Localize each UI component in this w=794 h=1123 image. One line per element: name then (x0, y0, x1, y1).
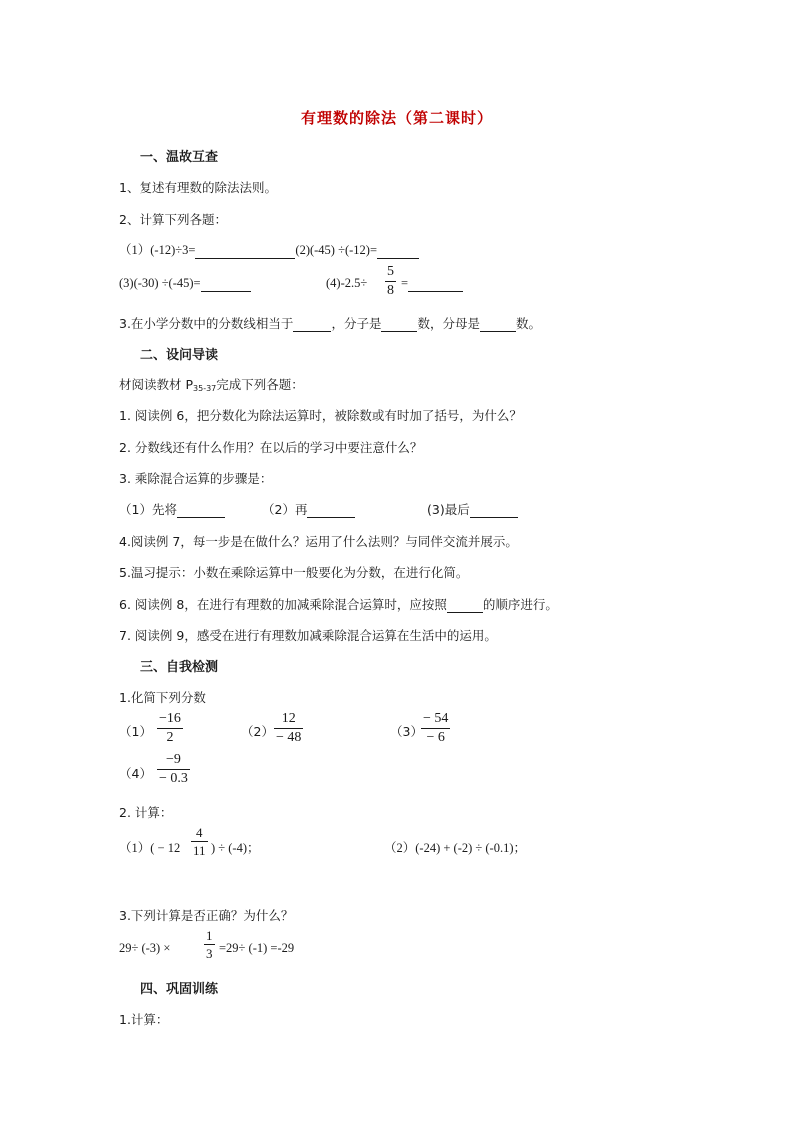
question-2-7: 7. 阅读例 9，感受在进行有理数加减乘除混合运算在生活中的运用。 (119, 628, 497, 643)
fraction-numerator: 12 (281, 711, 296, 726)
fraction-denominator: 3 (206, 946, 213, 961)
section-heading-self-check: 三、自我检测 (140, 660, 219, 675)
q6-part-b: 的顺序进行。 (482, 597, 558, 612)
calc-2: （2）(-24) + (-2) ÷ (-0.1)； (384, 841, 526, 855)
calc-3-suffix: =29÷ (-1) =-29 (219, 941, 295, 955)
fraction-denominator: 8 (387, 283, 394, 298)
fraction-numerator: −16 (159, 711, 181, 726)
fraction-denominator: − 0.3 (159, 771, 188, 786)
fraction-label-1: （1） (119, 724, 152, 739)
question-3-1: 1.化简下列分数 (119, 690, 206, 705)
question-4-1: 1.计算： (119, 1012, 169, 1027)
q3-part-b: ，分子是 (331, 316, 382, 331)
calc-1-suffix: ) ÷ (-4)； (211, 841, 260, 855)
question-2-4: 4.阅读例 7，每一步是在做什么？运用了什么法则？与同伴交流并展示。 (119, 534, 518, 549)
fraction-label-3: （3） (390, 724, 423, 739)
fraction-4 (157, 753, 190, 786)
question-3-2: 2. 计算： (119, 805, 173, 820)
section-heading-review: 一、温故互查 (140, 150, 219, 165)
equals-sign: = (401, 276, 409, 290)
answer-blank[interactable] (470, 502, 518, 518)
fraction-numerator: 1 (206, 928, 213, 943)
fraction-denominator: 2 (166, 730, 174, 745)
answer-blank[interactable] (381, 316, 417, 332)
question-1-3 (119, 314, 541, 332)
section-heading-guided-reading: 二、设问导读 (140, 348, 219, 363)
fraction-denominator: 11 (193, 843, 206, 858)
fraction-denominator: − 48 (276, 730, 302, 745)
fraction-3 (421, 712, 450, 745)
answer-blank[interactable] (201, 276, 251, 292)
calc-3-prefix: 29÷ (-3) × (119, 941, 171, 955)
intro-text: 材阅读教材 P (119, 377, 194, 392)
question-2-2: 2. 分数线还有什么作用？在以后的学习中要注意什么？ (119, 440, 423, 455)
q3-part-d: 数。 (515, 316, 541, 331)
exercise-row-1 (119, 240, 419, 259)
fraction-numerator: 4 (196, 825, 203, 840)
answer-blank[interactable] (293, 316, 331, 332)
answer-blank[interactable] (447, 597, 483, 613)
answer-blank[interactable] (377, 243, 419, 259)
answer-blank[interactable] (480, 316, 516, 332)
section-heading-practice: 四、巩固训练 (140, 982, 219, 997)
q3-part-c: 数，分母是 (417, 316, 480, 331)
fraction-numerator: 5 (387, 264, 394, 279)
fraction-label-4: （4） (119, 766, 152, 781)
exercise-2: (2)(-45) ÷(-12)= (295, 243, 377, 257)
fraction-label-2: （2） (241, 724, 274, 739)
fraction-numerator: −9 (166, 752, 181, 767)
mixed-fraction-4-11 (191, 826, 208, 857)
fraction-denominator: − 6 (426, 730, 445, 745)
question-3-3: 3.下列计算是否正确？为什么？ (119, 908, 294, 923)
question-2-5: 5.温习提示：小数在乘除运算中一般要化为分数，在进行化简。 (119, 565, 469, 580)
exercise-1: （1）(-12)÷3= (119, 243, 196, 257)
fraction-numerator: − 54 (423, 711, 449, 726)
question-2-3: 3. 乘除混合运算的步骤是： (119, 471, 273, 486)
question-2-1: 1. 阅读例 6，把分数化为除法运算时，被除数或有时加了括号，为什么？ (119, 408, 522, 423)
exercise-3: (3)(-30) ÷(-45)= (119, 276, 201, 290)
fraction-2 (274, 712, 303, 745)
question-1-1: 1、复述有理数的除法法则。 (119, 180, 277, 195)
step-3-label: (3)最后 (427, 502, 470, 517)
exercise-4-prefix: (4)-2.5÷ (326, 276, 368, 290)
step-3 (427, 500, 518, 518)
page-range: 35-37 (193, 384, 217, 393)
answer-blank[interactable] (408, 276, 463, 292)
page-title: 有理数的除法（第二课时） (300, 109, 493, 127)
question-2-6 (119, 595, 558, 613)
step-2 (262, 500, 355, 518)
fraction-5-8 (385, 265, 396, 298)
reading-intro (119, 375, 304, 393)
q3-part-a: 3.在小学分数中的分数线相当于 (119, 316, 294, 331)
answer-blank[interactable] (307, 502, 355, 518)
question-1-2: 2、计算下列各题： (119, 212, 227, 227)
intro-text-end: 完成下列各题： (216, 377, 304, 392)
answer-blank[interactable] (177, 502, 225, 518)
answer-blank[interactable] (195, 243, 295, 259)
step-1-label: （1）先将 (119, 502, 177, 517)
fraction-1 (157, 712, 183, 745)
calc-1-prefix: （1）( − 12 (119, 841, 181, 855)
fraction-1-3 (204, 929, 215, 960)
step-1 (119, 500, 225, 518)
exercise-4-suffix (401, 276, 463, 292)
step-2-label: （2）再 (262, 502, 308, 517)
exercise-3-row (119, 276, 251, 292)
q6-part-a: 6. 阅读例 8，在进行有理数的加减乘除混合运算时，应按照 (119, 597, 447, 612)
